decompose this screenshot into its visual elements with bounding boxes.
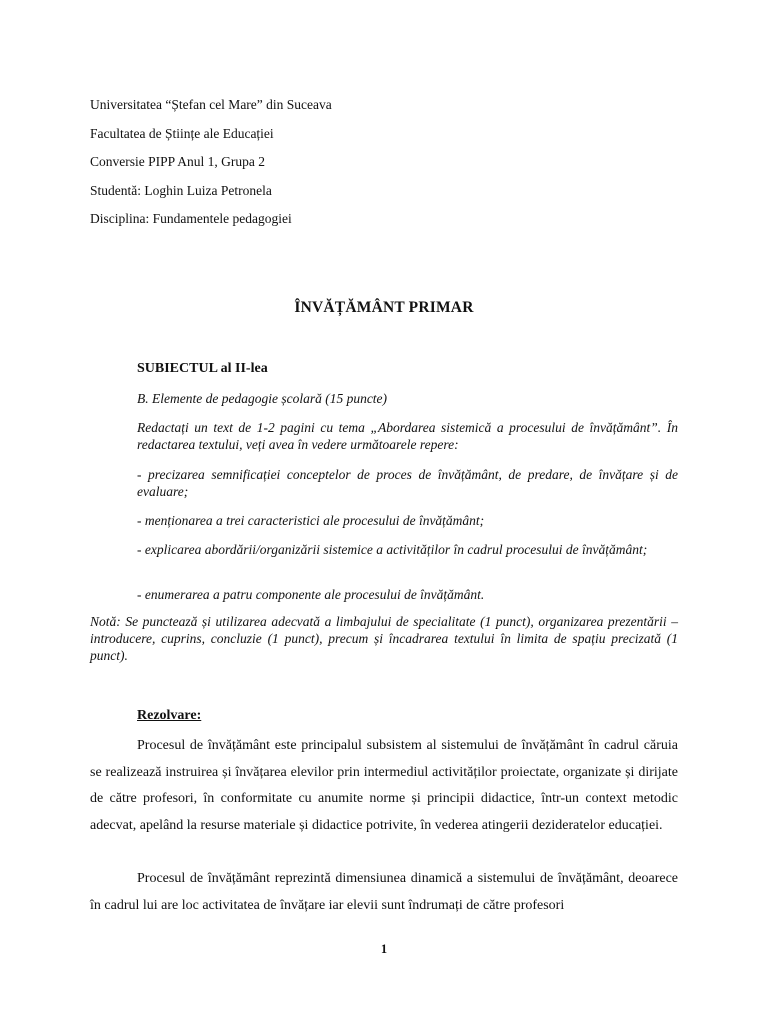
task-item: - menționarea a trei caracteristici ale procesului de învățământ; xyxy=(137,513,485,528)
task-section-label: B. Elemente de pedagogie școlară (15 puncte) xyxy=(137,391,388,406)
solution-heading: Rezolvare: xyxy=(137,708,202,723)
task-item-3-block xyxy=(90,541,678,558)
faculty-line: Facultatea de Științe ale Educației xyxy=(90,125,274,141)
page-title: ÎNVĂȚĂMÂNT PRIMAR xyxy=(294,299,474,316)
task-item-4-block xyxy=(90,586,678,603)
university-line: Universitatea “Ștefan cel Mare” din Suceava xyxy=(90,97,332,112)
page-number: 1 xyxy=(380,942,388,956)
student-line: Studentă: Loghin Luiza Petronela xyxy=(90,182,272,198)
task-instruction: Redactați un text de 1-2 pagini cu tema „Abordarea sistemică a procesului de învățământ”. În redactarea textului, veți avea în vedere următoarele repere: xyxy=(137,420,678,452)
task-item: - precizarea semnificației conceptelor de proces de învățământ, de predare, de învățare și de evaluare; xyxy=(137,467,678,499)
subject-heading: SUBIECTUL al II-lea xyxy=(137,361,268,376)
discipline-line: Disciplina: Fundamentele pedagogiei xyxy=(90,211,292,226)
task-item-2-block xyxy=(90,512,678,529)
solution-paragraph-2: Procesul de învățământ reprezintă dimensiunea dinamică a sistemului de învățământ, deoarece în cadrul lui are loc activitatea de învățare iar elevii sunt îndrumați de către profesori xyxy=(90,871,678,913)
task-section-title xyxy=(90,390,678,407)
task-item: - explicarea abordării/organizării sistemice a activităților în cadrul procesului de învățământ; xyxy=(137,542,648,557)
task-item-1-block xyxy=(90,466,678,500)
document-header xyxy=(90,91,332,234)
task-note-block xyxy=(90,613,678,664)
program-line: Conversie PIPP Anul 1, Grupa 2 xyxy=(90,154,265,169)
task-instruction-block xyxy=(90,419,678,453)
task-item: - enumerarea a patru componente ale procesului de învățământ. xyxy=(137,587,485,602)
task-note: Notă: Se punctează și utilizarea adecvată a limbajului de specialitate (1 punct), organizarea prezentării – introducere, cuprins, concluzie (1 punct), precum și încadrarea textului în limita de spațiu precizată (1 punct). xyxy=(90,614,678,663)
solution-paragraph-1: Procesul de învățământ este principalul subsistem al sistemului de învățământ în cadrul căruia se realizează instruirea și învățarea elevilor prin intermediul activităților proiectate, organizate și dirijate de către profesori, în conformitate cu anumite norme și principii didactice, într-un context metodic adecvat, apelând la resurse materiale și didactice potrivite, în vederea atingerii dezideratelor educației. xyxy=(90,738,678,833)
